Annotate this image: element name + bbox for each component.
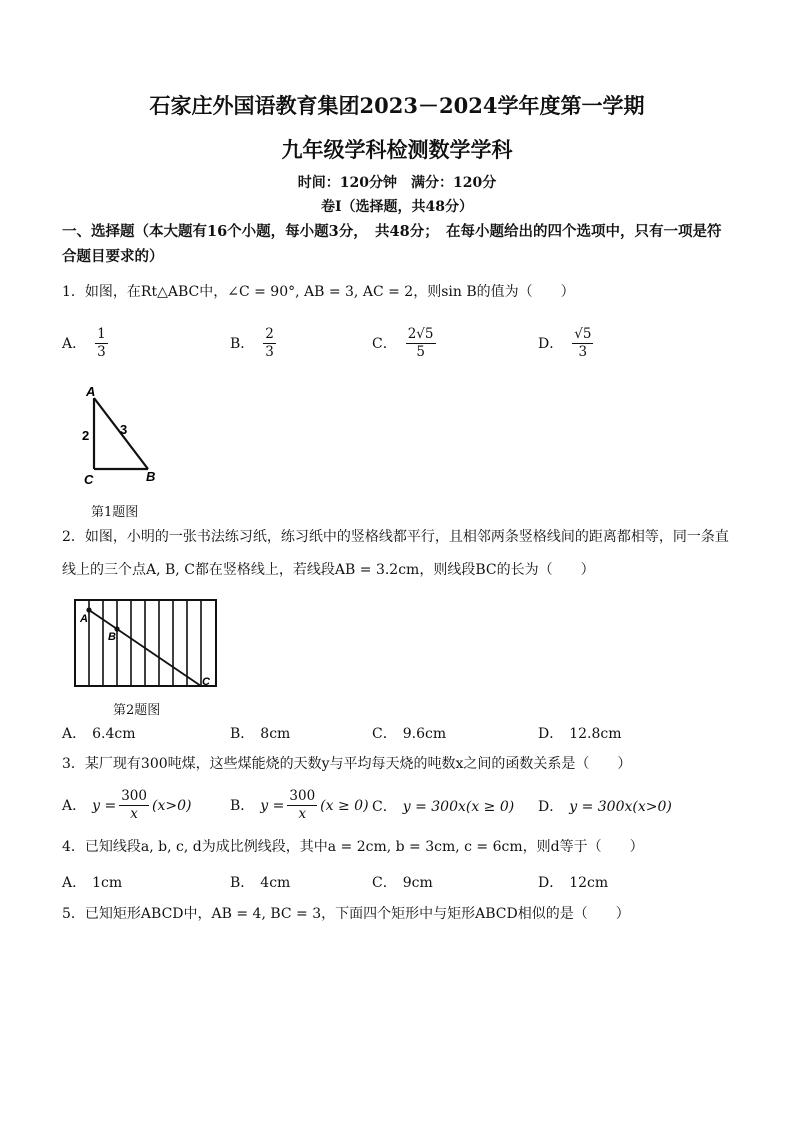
volume-heading: 卷Ⅰ（选择题，共48分）: [320, 199, 474, 215]
q2-option-c[interactable]: C． 9.6cm: [372, 726, 447, 742]
question-1-stem: 1．如图，在Rt△ABC中，∠C = 90°, AB = 3, AC = 2，则sin B的值为（ ）: [62, 284, 575, 300]
point-c-label: C: [202, 676, 210, 688]
q2-option-a[interactable]: A． 6.4cm: [62, 726, 136, 742]
question-4-stem: 4．已知线段a, b, c, d为成比例线段，其中a = 2cm, b = 3cm, c = 6cm，则d等于（ ）: [62, 839, 644, 855]
q3-option-b[interactable]: B． y = $\frac{300}{x}$ (x ≥ 0): [230, 788, 369, 822]
fraction: $\frac{1}{3}$: [97, 326, 106, 360]
section-heading: 一、选择题（本大题有16个小题，每小题3分， 共48分； 在每小题给出的四个选项中，只有一项是符合题目要求的）: [62, 223, 722, 265]
q4-option-b[interactable]: B． 4cm: [230, 875, 291, 891]
q1-option-c[interactable]: C． $\frac{2√5}{5}$: [372, 326, 434, 360]
question-2-stem: 2．如图，小明的一张书法练习纸，练习纸中的竖格线都平行，且相邻两条竖格线间的距离都相等，同一条直线上的三个点A, B, C都在竖格线上，若线段AB = 3.2cm，则线段BC的长为（ ）: [62, 529, 729, 578]
q1-option-b[interactable]: B． $\frac{2}{3}$: [230, 326, 274, 360]
fraction: $\frac{√5}{3}$: [574, 326, 592, 360]
vertex-b: B: [146, 469, 156, 484]
q3-option-c[interactable]: C． y = 300x(x ≥ 0): [372, 799, 515, 815]
q1-option-d[interactable]: D． $\frac{√5}{3}$: [538, 326, 592, 360]
q3-option-a[interactable]: A． y = $\frac{300}{x}$ (x>0): [62, 788, 192, 822]
side-ac-length: 2: [82, 428, 90, 443]
grid-paper-figure: [72, 598, 220, 692]
figure-2-caption: 第2题图: [113, 703, 161, 718]
point-b-label: B: [108, 631, 116, 643]
q4-option-d[interactable]: D． 12cm: [538, 875, 609, 891]
point-a-label: A: [80, 613, 88, 625]
fraction: $\frac{2}{3}$: [265, 326, 274, 360]
q4-option-c[interactable]: C． 9cm: [372, 875, 433, 891]
vertex-c: C: [84, 472, 94, 487]
vertical-grid-lines: [89, 600, 201, 686]
exam-subtitle: 九年级学科检测数学学科: [281, 137, 513, 162]
q2-option-d[interactable]: D． 12.8cm: [538, 726, 622, 742]
exam-title: 石家庄外国语教育集团2023－2024学年度第一学期: [149, 93, 645, 118]
figure-1-caption: 第1题图: [91, 505, 139, 520]
triangle-figure: [62, 380, 172, 490]
side-ab-length: 3: [120, 422, 128, 437]
exam-meta: 时间：120分钟 满分：120分: [297, 175, 497, 191]
fraction: $\frac{300}{x}$: [121, 788, 147, 822]
vertex-a: A: [86, 384, 96, 399]
q3-option-d[interactable]: D． y = 300x(x>0): [538, 799, 672, 815]
fraction: $\frac{2√5}{5}$: [407, 326, 434, 360]
q2-option-b[interactable]: B． 8cm: [230, 726, 291, 742]
q1-option-a[interactable]: A． $\frac{1}{3}$: [62, 326, 106, 360]
question-5-stem: 5．已知矩形ABCD中，AB = 4, BC = 3，下面四个矩形中与矩形ABCD相似的是（ ）: [62, 906, 630, 922]
fraction: $\frac{300}{x}$: [289, 788, 316, 822]
question-3-stem: 3．某厂现有300吨煤，这些煤能烧的天数y与平均每天烧的吨数x之间的函数关系是（ ）: [62, 756, 632, 772]
q4-option-a[interactable]: A． 1cm: [62, 875, 123, 891]
point-a: [86, 607, 91, 612]
